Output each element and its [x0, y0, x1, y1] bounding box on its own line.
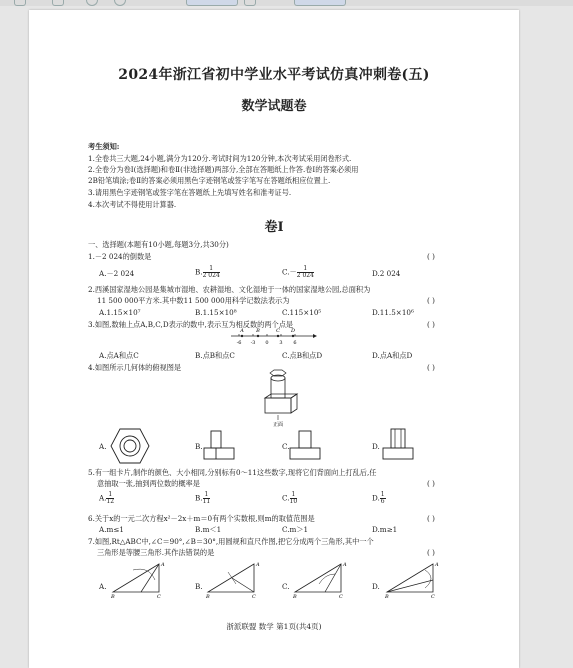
q7-stem-line1: 7.如图,Rt△ABC中,∠C＝90°,∠B＝30°,用圆规和直尺作图,把它分成两个三角形,其中一个: [88, 537, 374, 546]
viewer-toolbar: [0, 0, 573, 6]
axis-tick: -3: [250, 340, 256, 346]
q5-paren: ( ): [427, 479, 435, 488]
axis-letter: C: [276, 328, 280, 334]
q3-option-d: D.点A和点D: [372, 351, 413, 360]
section-title: 卷Ⅰ: [264, 220, 284, 235]
toolbar-button[interactable]: [86, 0, 98, 6]
toolbar-button[interactable]: [14, 0, 26, 6]
q5-option-c: C. $\frac{1}{10}$: [282, 491, 298, 505]
axis-letter: D: [290, 328, 296, 334]
q5-stem-line2: 意抽取一张,抽到两位数的概率是: [97, 479, 200, 488]
q4-stem: 4.如图所示几何体的俯视图是: [88, 363, 182, 372]
vertex-label: B: [293, 594, 297, 600]
q5-stem-line1: 5.有一组卡片,制作的颜色、大小相同,分别标有0～11这些数字,现将它们背面向上打乱后,任: [88, 468, 377, 477]
q6-option-a: A.m≤1: [99, 525, 124, 534]
vertex-label: A: [161, 562, 165, 568]
q7-option-b: B.: [195, 582, 203, 591]
q7-option-d-figure: [385, 560, 441, 598]
q6-option-d: D.m≥1: [372, 525, 398, 534]
page-title: 2024年浙江省初中学业水平考试仿真冲刺卷(五): [118, 67, 430, 83]
number-line-figure: [229, 328, 319, 350]
q2-option-d: D.11.5×10⁶: [372, 308, 414, 317]
q7-option-a-figure: [111, 560, 167, 598]
q7-option-c-figure: [293, 560, 349, 598]
q2-stem-line2: 11 500 000平方米.其中数11 500 000用科学记数法表示为: [97, 296, 290, 305]
figure-label: 正面: [272, 422, 284, 428]
q2-option-b: B.1.15×10⁸: [195, 308, 237, 317]
page-subtitle: 数学试题卷: [241, 99, 307, 114]
q4-option-d-figure: [382, 428, 416, 460]
q4-option-a: A.: [99, 442, 107, 451]
q5-option-b: B. $\frac{1}{11}$: [195, 491, 211, 505]
vertex-label: A: [435, 562, 439, 568]
q4-option-d: D.: [372, 442, 380, 451]
q7-option-b-figure: [206, 560, 262, 598]
toolbar-button[interactable]: [52, 0, 64, 6]
notice-item: 4.本次考试不得使用计算器.: [88, 200, 177, 209]
notice-heading: 考生须知:: [88, 142, 120, 151]
q4-paren: ( ): [427, 363, 435, 372]
q2-paren: ( ): [427, 296, 435, 305]
vertex-label: C: [157, 594, 161, 600]
vertex-label: A: [256, 562, 260, 568]
vertex-label: B: [111, 594, 115, 600]
q7-option-d: D.: [372, 582, 380, 591]
notice-item: 3.请用黑色字迹钢笔或签字笔在答题纸上先填写姓名和准考证号.: [88, 188, 292, 197]
vertex-label: B: [206, 594, 210, 600]
q6-option-c: C.m＞1: [282, 525, 309, 534]
axis-tick: 0: [265, 340, 269, 346]
document-page: [29, 10, 519, 668]
q4-option-b: B.: [195, 442, 203, 451]
q7-option-a: A.: [99, 582, 107, 591]
q2-stem-line1: 2.西溪国家湿地公园是集城市湿地、农耕湿地、文化湿地于一体的国家湿地公园,总面积为: [88, 285, 371, 294]
q6-paren: ( ): [427, 514, 435, 523]
q6-option-b: B.m＜1: [195, 525, 222, 534]
axis-tick: -6: [236, 340, 242, 346]
q2-option-c: C.115×10⁵: [282, 308, 322, 317]
q7-stem-line2: 三角形是等腰三角形.其作法错误的是: [97, 548, 215, 557]
q1-option-b: B. $\frac{1}{2 024}$: [195, 265, 220, 279]
q4-hexagon-figure: [110, 428, 150, 464]
notice-item: 1.全卷共三大题,24小题,满分为120分.考试时间为120分钟,本次考试采用闭卷形式.: [88, 154, 352, 163]
toolbar-button[interactable]: [244, 0, 256, 6]
q1-option-c: C.－ $\frac{1}{2 024}$: [282, 265, 314, 279]
axis-tick: 6: [293, 340, 297, 346]
vertex-label: C: [431, 594, 435, 600]
axis-letter: A: [240, 328, 244, 334]
q3-paren: ( ): [427, 320, 435, 329]
section-instruction: 一、选择题(本题有10小题,每题3分,共30分): [88, 240, 229, 249]
toolbar-button[interactable]: [186, 0, 238, 6]
solid-figure: [257, 370, 299, 428]
axis-tick: 3: [279, 340, 283, 346]
vertex-label: C: [252, 594, 256, 600]
q1-paren: ( ): [427, 252, 435, 261]
q4-option-c-figure: [289, 430, 321, 460]
q1-option-d: D.2 024: [372, 269, 401, 278]
vertex-label: A: [343, 562, 347, 568]
vertex-label: C: [339, 594, 343, 600]
toolbar-button[interactable]: [294, 0, 346, 6]
q3-option-c: C.点B和点D: [282, 351, 323, 360]
notice-item: 2.全卷分为卷Ⅰ(选择题)和卷Ⅱ(非选择题)两部分,全部在答题纸上作答.卷Ⅰ的答案必须用: [88, 165, 359, 174]
q5-option-a: A. $\frac{1}{12}$: [99, 491, 115, 505]
page-footer: 浙派联盟 数学 第1页(共4页): [226, 622, 322, 631]
q4-option-b-figure: [203, 430, 235, 460]
axis-letter: B: [256, 328, 260, 334]
q5-option-d: D. $\frac{1}{6}$: [372, 491, 385, 505]
q3-stem: 3.如图,数轴上点A,B,C,D表示的数中,表示互为相反数的两个点是: [88, 320, 294, 329]
q1-option-a: A.－2 024: [99, 269, 135, 278]
q6-stem: 6.关于x的一元二次方程x²－2x＋m＝0有两个实数根,则m的取值范围是: [88, 514, 315, 523]
q2-option-a: A.1.15×10⁷: [99, 308, 141, 317]
toolbar-button[interactable]: [114, 0, 126, 6]
q7-paren: ( ): [427, 548, 435, 557]
q3-option-b: B.点B和点C: [195, 351, 235, 360]
q7-option-c: C.: [282, 582, 290, 591]
q1-stem: 1.－2 024的倒数是: [88, 252, 152, 261]
notice-item: 2B铅笔填涂;卷Ⅱ的答案必须用黑色字迹钢笔或签字笔写在答题纸相应位置上.: [88, 176, 331, 185]
q3-option-a: A.点A和点C: [99, 351, 139, 360]
vertex-label: B: [385, 594, 389, 600]
q4-option-c: C.: [282, 442, 290, 451]
